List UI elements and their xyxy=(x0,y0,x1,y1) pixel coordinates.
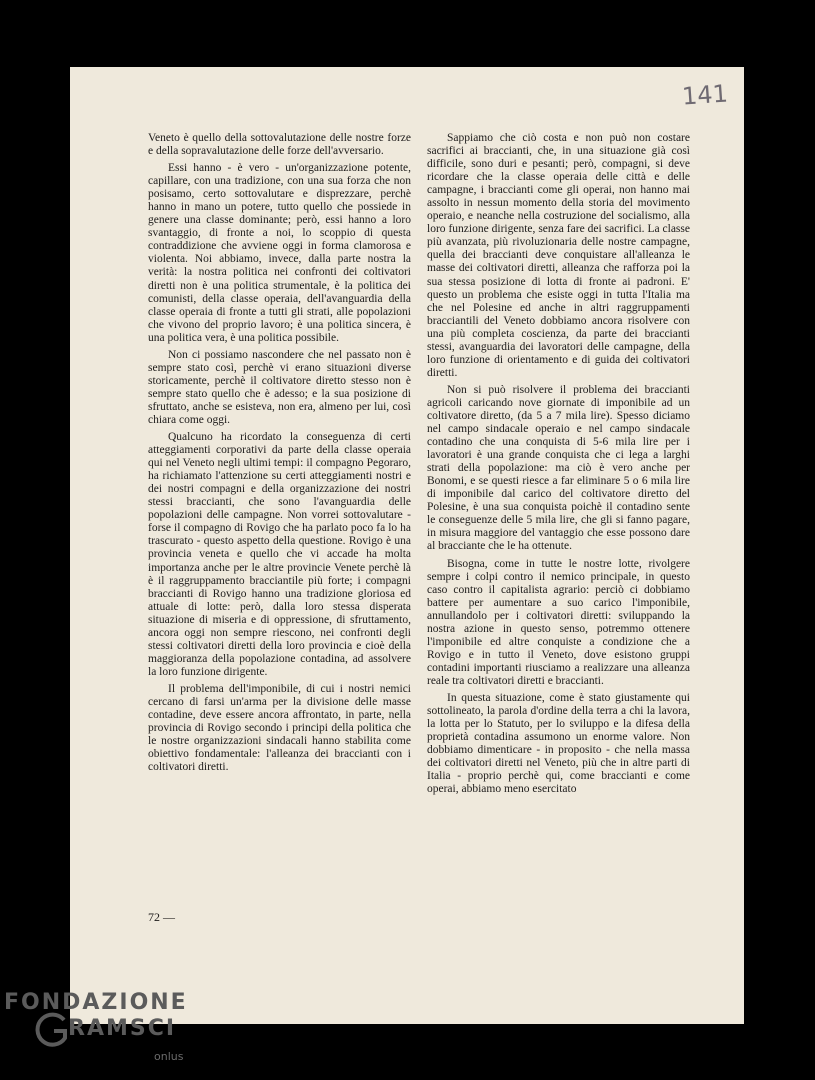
page-number: 72 — xyxy=(148,910,175,924)
left-column xyxy=(148,132,411,778)
watermark-line1: FONDAZIONE xyxy=(4,990,188,1015)
page-marker: 141 xyxy=(681,79,729,111)
paragraph: Veneto è quello della sottovalutazione delle nostre forze e della sopravalutazione delle forze dell'avversario. xyxy=(148,132,411,158)
watermark-line2: RAMSCI xyxy=(68,1016,177,1041)
right-column xyxy=(427,132,690,800)
paragraph: Sappiamo che ciò costa e non può non costare sacrifici ai braccianti, che, in una situazione già così difficile, sono duri e pesanti; però, compagni, si deve ricordare che la classe operaia delle città e delle campagne, i braccianti come gli operai, non hanno mai assolto in nessun momento della storia del movimento operaio, e neanche nella costruzione del socialismo, alla loro funzione dirigente, senza fare dei sacrifici. La classe più avanzata, più rivoluzionaria delle nostre campagne, quella dei braccianti deve conquistare all'alleanza le masse dei coltivatori diretti, alleanza che rafforza poi la sua stessa posizione di lotta di fronte ai padroni. E' questo un problema che esiste oggi in tutta l'Italia ma che nel Polesine ed anche in altri raggruppamenti bracciantili del Veneto dobbiamo ancora risolvere con una più completa coscienza, da parte dei braccianti stessi, avanguardia dei lavoratori delle campagne, della loro funzione di orientamento e di guida dei coltivatori diretti. xyxy=(427,132,690,379)
paragraph: Non si può risolvere il problema dei braccianti agricoli caricando nove giornate di imponibile ad un coltivatore diretto, (da 5 a 7 mila lire). Spesso diciamo nel campo sindacale operaio e nel campo sindacale contadino che una conquista di 5-6 mila lire per i lavoratori è una grande conquista che ci lega a larghi strati della popolazione: ma ciò è vero anche per Bonomi, e se questi riesce a far eliminare 5 o 6 mila lire di imponibile dal carico del coltivatore diretto del Polesine, è una sua conquista poichè il contadino sente le conseguenze delle 5 mila lire, che gli si fanno pagare, in misura maggiore del vantaggio che esse possono dare al bracciante che le ha ottenute. xyxy=(427,383,690,553)
watermark-line3: onlus xyxy=(154,1050,184,1063)
document-page xyxy=(70,67,744,1024)
gramsci-g-icon xyxy=(34,1012,70,1050)
paragraph: Il problema dell'imponibile, di cui i nostri nemici cercano di farsi un'arma per la divisione delle masse contadine, deve essere ancora affrontato, in parte, nella provincia di Rovigo secondo i principi della politica che le nostre organizzazioni sindacali hanno stabilita come obiettivo fondamentale: l'alleanza dei braccianti con i coltivatori diretti. xyxy=(148,682,411,774)
paragraph: In questa situazione, come è stato giustamente qui sottolineato, la parola d'ordine della terra a chi la lavora, la lotta per lo Statuto, per lo sviluppo e la difesa della proprietà contadina assumono un enorme valore. Non dobbiamo dimenticare - in proposito - che nella massa dei coltivatori diretti nel Veneto, più che in altre parti di Italia - proprio perchè qui, come braccianti e come operai, abbiamo meno esercitato xyxy=(427,691,690,796)
paragraph: Bisogna, come in tutte le nostre lotte, rivolgere sempre i colpi contro il nemico principale, in questo caso contro il capitalista agrario: perciò ci dobbiamo battere per aumentare a suo carico l'imponibile, annullandolo per i coltivatori diretti: sviluppando la nostra azione in questo senso, potremmo ottenere l'imponibile ed altre conquiste a condizione che a Rovigo e in tutto il Veneto, dove esistono gruppi contadini importanti riusciamo a realizzare una alleanza reale tra coltivatori diretti e braccianti. xyxy=(427,557,690,687)
paragraph: Essi hanno - è vero - un'organizzazione potente, capillare, con una tradizione, con una sua forza che non posisamo, certo sottovalutare e disprezzare, perchè hanno in mano un potere, tutto quello che possiede in genere una classe dominante; però, essi hanno a loro svantaggio, di fronte a noi, lo scoppio di questa contraddizione che avviene oggi in forma clamorosa e violenta. Noi abbiamo, invece, dalla parte nostra la verità: la nostra politica nei confronti dei coltivatori diretti non è una politica strumentale, è la politica dei comunisti, della classe operaia, dell'avanguardia della classe operaia di fronte a tutti gli strati, alle popolazioni che vivono del proprio lavoro; è una politica sincera, è una politica vera, è una politica possibile. xyxy=(148,162,411,344)
paragraph: Non ci possiamo nascondere che nel passato non è sempre stato così, perchè vi erano situazioni diverse storicamente, perchè il coltivatore diretto stesso non è sempre stato quello che è adesso; e la sua posizione di sfruttato, anche se esisteva, non era, almeno per lui, così chiara come oggi. xyxy=(148,348,411,426)
watermark-logo xyxy=(4,990,224,1063)
paragraph: Qualcuno ha ricordato la conseguenza di certi atteggiamenti corporativi da parte della classe operaia qui nel Veneto negli ultimi tempi: il compagno Pegoraro, ha richiamato l'attenzione su certi atteggiamenti nostri e dei nostri compagni e della organizzazione dei nostri stessi braccianti, che sono l'avanguardia delle popolazioni delle campagne. Non vorrei sottovalutare - forse il compagno di Rovigo che ha parlato poco fa lo ha trascurato - questo aspetto della questione. Rovigo è una provincia veneta e quello che vi accade ha molta importanza anche per le altre provincie Venete perchè là è il raggruppamento bracciantile più forte; i compagni braccianti di Rovigo hanno una tradizione gloriosa ed attuale di lotte: però, dalla loro stessa disperata situazione di miseria e di oppressione, di sfruttamento, ancora oggi non sempre riescono, nei confronti degli stessi coltivatori diretti della loro provincia e cioè della maggioranza della popolazione contadina, ad assolvere la loro funzione dirigente. xyxy=(148,431,411,678)
